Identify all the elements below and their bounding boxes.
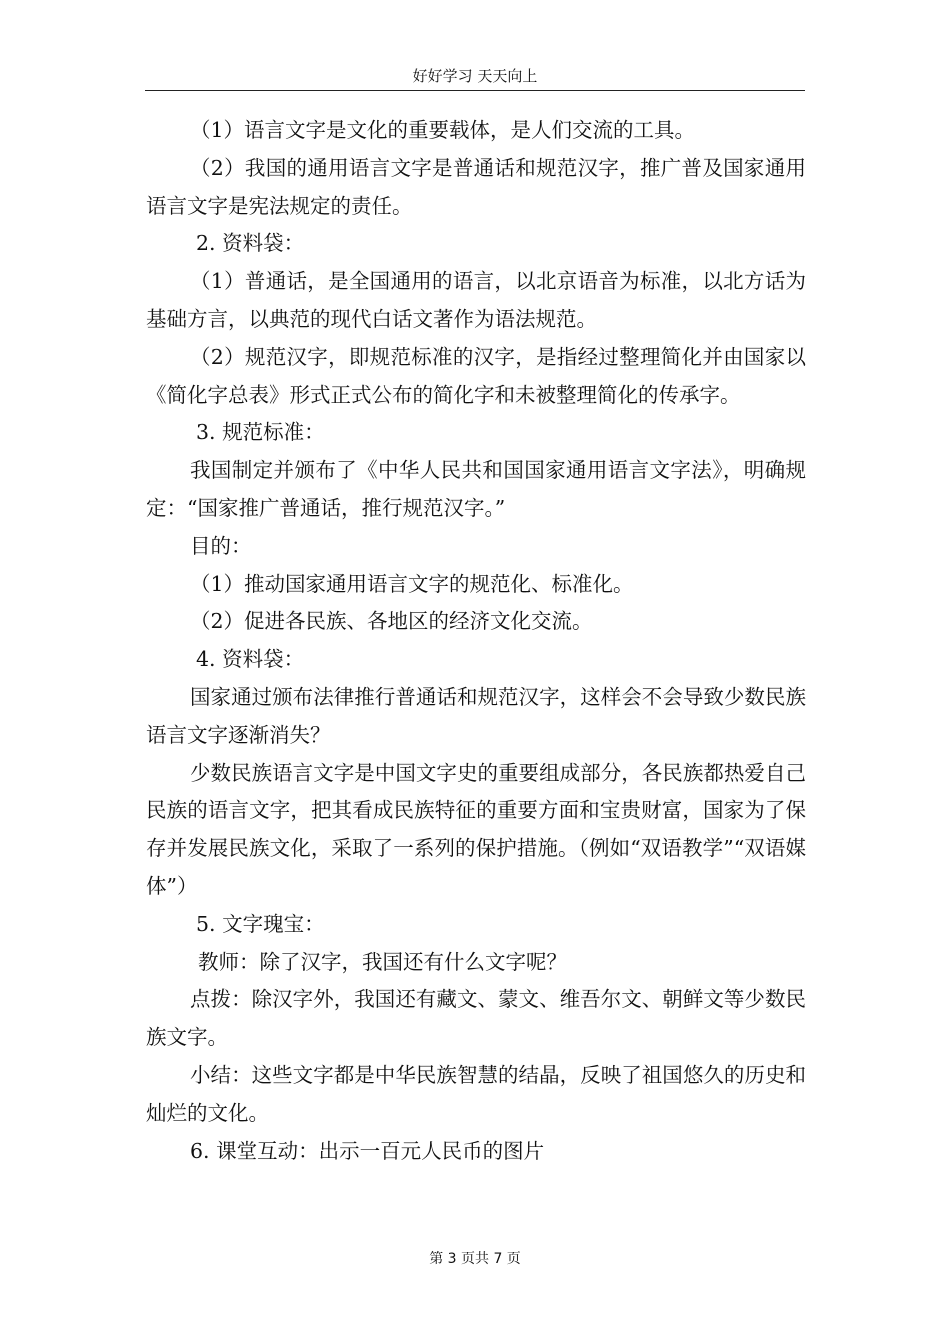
- paragraph-standard-chars: （2）规范汉字，即规范标准的汉字，是指经过整理简化并由国家以《简化字总表》形式正式公布的简化字和未被整理简化的传承字。: [146, 344, 806, 407]
- paragraph-hint: 点拨：除汉字外，我国还有藏文、蒙文、维吾尔文、朝鲜文等少数民族文字。: [146, 987, 806, 1050]
- paragraph-teacher: 教师：除了汉字，我国还有什么文字呢？: [198, 949, 567, 974]
- paragraph-minority-languages: 少数民族语言文字是中国文字史的重要组成部分，各民族都热爱自己民族的语言文字，把其看成民族特征的重要方面和宝贵财富，国家为了保存并发展民族文化，采取了一系列的保护措施。（例如“双语教学”“双语媒体”）: [146, 760, 806, 898]
- paragraph-question: 国家通过颁布法律推行普通话和规范汉字，这样会不会导致少数民族语言文字逐渐消失？: [146, 684, 806, 747]
- paragraph-law: 我国制定并颁布了《中华人民共和国国家通用语言文字法》，明确规定：“国家推广普通话，推行规范汉字。”: [146, 458, 806, 520]
- section-heading-5: 5. 文字瑰宝：: [196, 911, 325, 936]
- page-header: 好好学习 天天向上: [145, 66, 805, 91]
- paragraph-purpose-1: （1）推动国家通用语言文字的规范化、标准化。: [190, 571, 634, 596]
- section-heading-6: 6. 课堂互动：出示一百元人民币的图片: [190, 1138, 545, 1163]
- section-heading-3: 3. 规范标准：: [196, 420, 325, 445]
- paragraph-point-2: （2）我国的通用语言文字是普通话和规范汉字，推广普及国家通用语言文字是宪法规定的责任。: [146, 155, 806, 218]
- paragraph-point-1: （1）语言文字是文化的重要载体，是人们交流的工具。: [190, 118, 696, 142]
- page-footer: 第 3 页共 7 页: [429, 1251, 521, 1267]
- paragraph-summary: 小结：这些文字都是中华民族智慧的结晶，反映了祖国悠久的历史和灿烂的文化。: [146, 1062, 806, 1125]
- paragraph-purpose-label: 目的：: [190, 533, 252, 558]
- paragraph-putonghua: （1）普通话，是全国通用的语言，以北京语音为标准，以北方话为基础方言，以典范的现代白话文著作为语法规范。: [146, 269, 806, 331]
- paragraph-purpose-2: （2）促进各民族、各地区的经济文化交流。: [190, 609, 593, 634]
- document-body: [146, 112, 806, 1170]
- section-heading-2: 2. 资料袋：: [196, 231, 305, 256]
- section-heading-4: 4. 资料袋：: [196, 647, 305, 672]
